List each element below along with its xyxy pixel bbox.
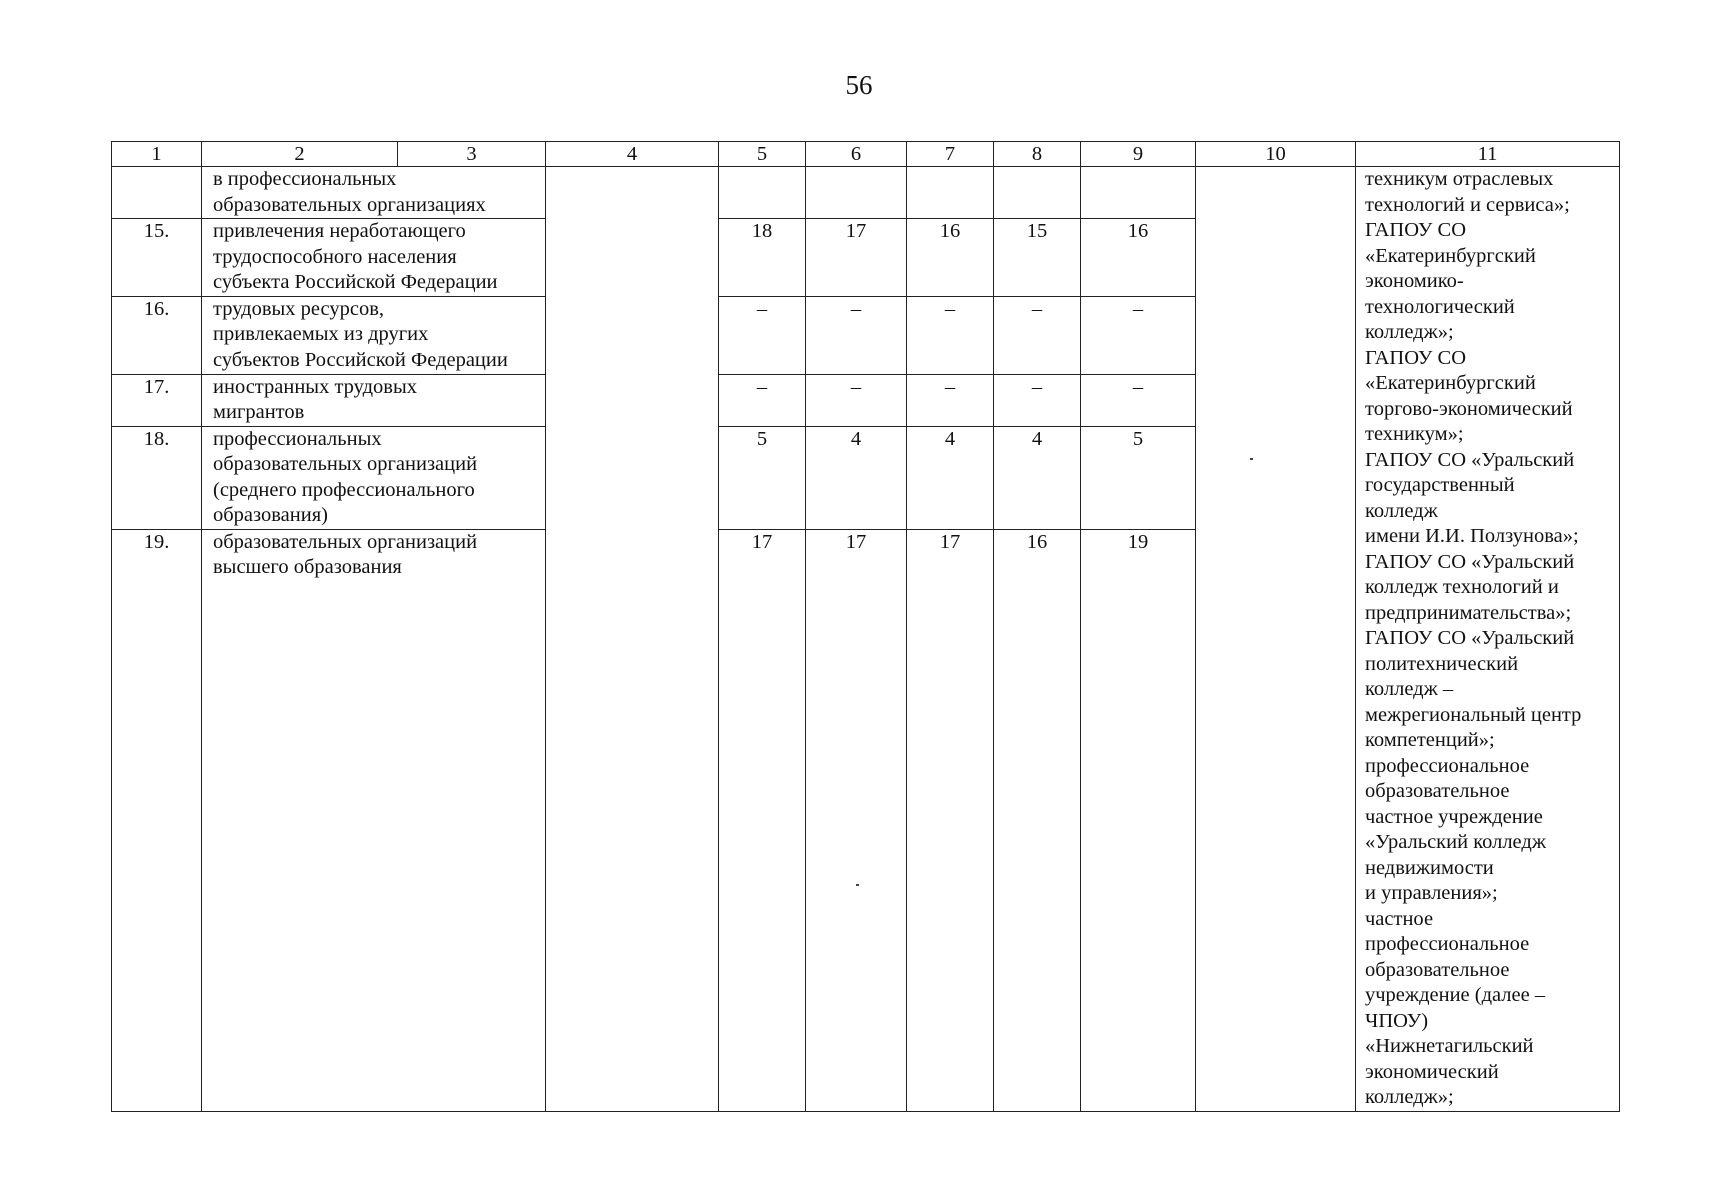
indicator-name-cell [202,219,546,297]
executor-line: техникум отраслевых [1365,168,1554,190]
executor-line: образовательное [1365,780,1510,802]
value-cell [994,167,1081,219]
value-cell: 16 [907,219,994,297]
indicator-name-line: (среднего профессионального [213,478,475,501]
indicator-name-line: трудоспособного населения [213,245,457,268]
value-cell: – [806,296,907,374]
value-cell: 17 [907,529,994,1111]
value-cell: – [719,296,806,374]
indicator-name-line: субъектов Российской Федерации [213,348,508,371]
column-10-cell [1196,167,1356,1112]
indicator-name-cell [202,529,546,1111]
executor-line: ГАПОУ СО [1365,219,1466,241]
value-cell [1081,167,1196,219]
header-cell: 5 [719,142,806,167]
executor-line: частное [1365,907,1434,930]
value-cell [907,167,994,219]
indicator-name-line: образовательных организаций [213,453,478,476]
executor-line: колледж – [1365,678,1454,700]
executor-line: ГАПОУ СО «Уральский [1365,550,1575,573]
indicator-name-line: в профессиональных [213,168,397,190]
header-cell: 6 [806,142,907,167]
indicator-name-line: мигрантов [213,401,305,424]
executor-line: технологический [1365,295,1515,318]
executor-line: колледж [1365,499,1438,522]
header-cell: 8 [994,142,1081,167]
executor-line: колледж»; [1365,1086,1454,1108]
value-cell: 5 [719,426,806,529]
executor-line: техникум»; [1365,423,1464,445]
executor-line: колледж»; [1365,321,1454,343]
indicator-name-line: образовательных организаций [213,530,478,553]
executor-line: экономико- [1365,270,1464,292]
header-cell: 4 [546,142,719,167]
executor-line: «Екатеринбургский [1365,372,1536,394]
row-number-cell: 15. [112,219,202,297]
row-number-cell [112,167,202,219]
header-cell: 2 [202,142,398,167]
indicator-name-line: привлекаемых из других [213,323,429,346]
value-cell: 4 [907,426,994,529]
value-cell: 17 [806,219,907,297]
header-cell: 10 [1196,142,1356,167]
executor-line: ГАПОУ СО «Уральский [1365,448,1575,471]
indicator-name-line: трудовых ресурсов, [213,297,384,320]
executor-line: профессиональное [1365,754,1530,777]
indicator-name-cell [202,296,546,374]
header-cell: 7 [907,142,994,167]
value-cell: – [719,374,806,426]
value-cell: – [907,296,994,374]
value-cell: 19 [1081,529,1196,1111]
executor-line: ГАПОУ СО [1365,346,1466,369]
header-cell: 3 [398,142,546,167]
executor-line: «Екатеринбургский [1365,244,1536,267]
executor-line: образовательное [1365,958,1510,981]
value-cell [806,167,907,219]
row-number-cell: 16. [112,296,202,374]
executor-line: недвижимости [1365,856,1494,879]
executor-line: частное учреждение [1365,805,1543,828]
executor-line: колледж технологий и [1365,576,1559,598]
executor-line: предпринимательства»; [1365,601,1572,624]
value-cell [719,167,806,219]
header-cell: 11 [1356,142,1620,167]
executor-line: имени И.И. Ползунова»; [1365,525,1579,547]
indicator-name-cell [202,374,546,426]
value-cell: – [994,296,1081,374]
scan-speck [856,884,859,886]
executor-line: политехнический [1365,652,1519,675]
value-cell: 16 [1081,219,1196,297]
executor-line: торгово-экономический [1365,397,1573,420]
executor-line: технологий и сервиса»; [1365,193,1570,216]
indicator-name-line: профессиональных [213,427,382,450]
scan-speck [1250,458,1253,460]
executor-line: и управления»; [1365,882,1498,904]
value-cell: 5 [1081,426,1196,529]
table-body [112,142,1620,1112]
executors-cell [1356,167,1620,1112]
row-number-cell: 19. [112,529,202,1111]
value-cell: 15 [994,219,1081,297]
column-4-cell [546,167,719,1112]
value-cell: 17 [719,529,806,1111]
value-cell: – [994,374,1081,426]
value-cell: 16 [994,529,1081,1111]
executor-line: ГАПОУ СО «Уральский [1365,627,1575,649]
header-cell: 1 [112,142,202,167]
value-cell: 18 [719,219,806,297]
page-number: 56 [845,70,873,100]
value-cell: – [806,374,907,426]
executor-line: «Нижнетагильский [1365,1035,1534,1057]
indicator-name-line: высшего образования [213,556,402,579]
indicator-name-line: иностранных трудовых [213,375,417,398]
indicator-name-line: привлечения неработающего [213,220,466,243]
executor-line: «Уральский колледж [1365,831,1546,853]
table-row [112,167,1620,219]
row-number-cell: 18. [112,426,202,529]
value-cell: – [1081,374,1196,426]
indicator-name-line: образовательных организациях [213,193,486,216]
executor-line: ЧПОУ) [1365,1009,1429,1032]
value-cell: 4 [994,426,1081,529]
executor-line: компетенций»; [1365,729,1495,751]
executor-line: экономический [1365,1060,1499,1083]
indicator-name-line: образования) [213,504,328,527]
header-cell: 9 [1081,142,1196,167]
header-row [112,142,1620,167]
value-cell: 17 [806,529,907,1111]
executor-line: учреждение (далее – [1365,984,1546,1006]
indicator-name-cell [202,426,546,529]
executor-line: профессиональное [1365,933,1530,955]
value-cell: – [907,374,994,426]
value-cell: – [1081,296,1196,374]
executor-line: межрегиональный центр [1365,703,1582,726]
executor-line: государственный [1365,474,1515,496]
row-number-cell: 17. [112,374,202,426]
indicator-name-cell [202,167,546,219]
value-cell: 4 [806,426,907,529]
data-table [111,141,1620,1112]
indicator-name-line: субъекта Российской Федерации [213,271,498,294]
